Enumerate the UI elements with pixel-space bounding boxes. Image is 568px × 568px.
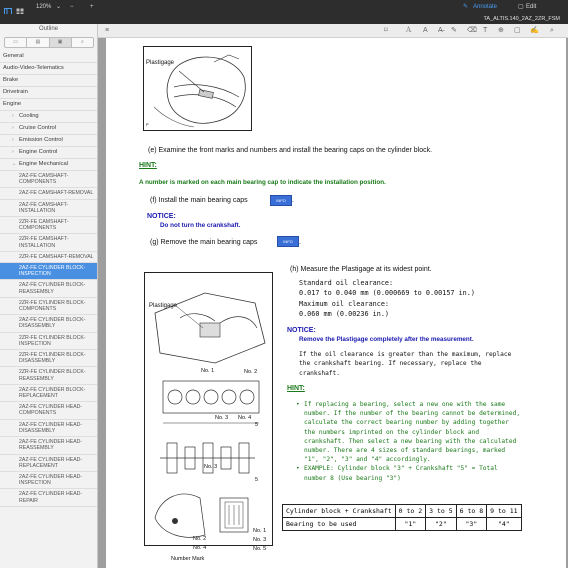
table-cell: 6 to 8 xyxy=(456,505,486,518)
label-no1: No. 1 xyxy=(201,368,215,374)
table-cell: 9 to 11 xyxy=(487,505,521,518)
sidebar-item[interactable] xyxy=(0,217,97,234)
sidebar-item[interactable] xyxy=(0,315,97,332)
sidebar-item-label: Engine xyxy=(3,101,22,107)
table-cell: "2" xyxy=(426,518,456,531)
label-no4: No. 4 xyxy=(238,415,252,421)
sidebar-item[interactable] xyxy=(0,489,97,506)
sidebar-item[interactable] xyxy=(0,123,97,135)
outline-sidebar xyxy=(0,24,98,568)
sidebar-tabs xyxy=(4,37,94,48)
notice-label-1: NOTICE: xyxy=(147,213,176,220)
hint-line: crankshaft. Then select a new bearing with the calculated xyxy=(304,437,517,445)
notice-text-2: Remove the Plastigage completely after the measurement. xyxy=(299,336,474,343)
sidebar-item[interactable] xyxy=(0,298,97,315)
sidebar-item[interactable] xyxy=(0,280,97,297)
sidebar-item-label: Emission Control xyxy=(19,137,63,143)
sidebar-item[interactable] xyxy=(0,263,97,280)
table-cell: 3 to 5 xyxy=(426,505,456,518)
sidebar-item-label: 2AZ-FE CYLINDER HEAD-REPAIR xyxy=(19,491,83,504)
sidebar-item-label: 2AZ-FE CYLINDER BLOCK-INSPECTION xyxy=(19,265,86,278)
sidebar-item[interactable] xyxy=(0,135,97,147)
note-icon[interactable]: ▢ xyxy=(514,27,521,34)
hint-line: number. There are 4 sizes of standard bearings, marked xyxy=(304,447,506,455)
eraser-icon[interactable]: ⌫ xyxy=(467,27,477,34)
sidebar-item-label: 2AZ-FE CYLINDER HEAD-REASSEMBLY xyxy=(19,439,83,452)
bearing-cap-figure xyxy=(144,272,273,562)
hint-line: "1", "2", "3" and "4" accordingly. xyxy=(304,456,431,464)
label-5-2: 5 xyxy=(255,477,259,483)
sidebar-item[interactable] xyxy=(0,252,97,263)
sidebar-toggle-icon[interactable] xyxy=(4,3,12,11)
figure-label-plastigage: Plastigage xyxy=(146,60,175,66)
chevron-right-icon[interactable]: › xyxy=(12,137,14,143)
zoom-out-icon[interactable]: − xyxy=(70,4,74,10)
notice-text-1: Do not turn the crankshaft. xyxy=(160,222,241,229)
hint-line: number. If the number of the bearing cannot be determined, xyxy=(304,410,521,418)
label-no2-bottom: No. 2 xyxy=(193,536,207,542)
hint-bullet-list xyxy=(296,400,520,483)
sidebar-item-label: General xyxy=(3,53,24,59)
tab-annotations[interactable]: ▣ xyxy=(50,38,72,47)
sidebar-item-label: 2AZ-FE CYLINDER BLOCK-DISASSEMBLY xyxy=(19,317,86,330)
sidebar-item-label: 2AZ-FE CYLINDER HEAD-REPLACEMENT xyxy=(19,456,83,469)
hint-line: number 8 (Use bearing "3") xyxy=(304,474,401,482)
cylinder-block-illustration xyxy=(145,273,272,545)
table-cell: "1" xyxy=(395,518,425,531)
sidebar-item[interactable] xyxy=(0,200,97,217)
edit-button[interactable]: Edit xyxy=(526,4,537,10)
label-no3: No. 3 xyxy=(215,415,229,421)
chevron-right-icon[interactable]: › xyxy=(12,113,14,119)
pdf-page xyxy=(106,38,566,568)
sidebar-item[interactable] xyxy=(0,367,97,384)
sidebar-item[interactable] xyxy=(0,99,97,111)
hint-line: calculate the correct bearing number by adding together xyxy=(304,419,509,427)
sidebar-item-label: 2AZ-FE CYLINDER HEAD-DISASSEMBLY xyxy=(19,421,83,434)
strikeout-icon[interactable]: A̶ xyxy=(438,27,443,34)
sidebar-item-label: 2ZR-FE CYLINDER BLOCK-COMPONENTS xyxy=(19,299,86,313)
table-cell: "3" xyxy=(456,518,486,531)
label-no5-bottom: No. 5 xyxy=(253,546,267,552)
sidebar-item-label: Cooling xyxy=(19,113,39,119)
info-button-f[interactable]: INFO xyxy=(270,195,292,206)
sidebar-item-label: 2ZR-FE CYLINDER BLOCK-INSPECTION xyxy=(19,334,86,347)
figure-label-plastigage-2: Plastigage xyxy=(149,303,178,309)
tab-outline[interactable]: ▤ xyxy=(27,38,49,47)
annotate-button[interactable]: Annotate xyxy=(473,4,498,10)
oil-clearance-para-1: If the oil clearance is greater than the maximum, replace xyxy=(299,351,512,358)
sidebar-item-label: 2AZ-FE CAMSHAFT-INSTALLATION xyxy=(19,201,69,214)
table-cell: Cylinder block + Crankshaft xyxy=(283,505,396,518)
sidebar-item[interactable] xyxy=(0,455,97,472)
tab-thumbnails[interactable]: ▭ xyxy=(5,38,27,47)
sidebar-item-label: 2AZ-FE CYLINDER HEAD-INSPECTION xyxy=(19,473,83,487)
sidebar-item[interactable] xyxy=(0,159,97,171)
annotation-toolbar xyxy=(98,24,568,38)
window-toolbar xyxy=(0,0,568,15)
hint-line: • If replacing a bearing, select a new one with the same xyxy=(304,401,506,408)
label-no3-bottom: No. 3 xyxy=(253,537,267,543)
sidebar-item[interactable] xyxy=(0,51,97,63)
sidebar-item[interactable] xyxy=(0,437,97,454)
sidebar-item[interactable] xyxy=(0,147,97,159)
period-f: . xyxy=(292,197,294,204)
oil-clearance-para-2: the crankshaft bearing. If necessary, replace the xyxy=(299,360,482,367)
sidebar-item[interactable] xyxy=(0,111,97,123)
sidebar-item[interactable] xyxy=(0,234,97,251)
step-h-text: (h) Measure the Plastigage at its widest point. xyxy=(290,266,432,273)
label-number-mark: Number Mark xyxy=(171,556,205,562)
hint-line: the numbers imprinted on the cylinder block and xyxy=(304,428,480,436)
sidebar-item-label: 2ZR-FE CAMSHAFT-COMPONENTS xyxy=(19,219,69,232)
standard-clearance-title: Standard oil clearance: xyxy=(299,279,394,287)
sidebar-item[interactable] xyxy=(0,385,97,402)
table-row xyxy=(283,518,522,531)
sidebar-item-label: 2AZ-FE CYLINDER HEAD-COMPONENTS xyxy=(19,404,83,417)
hint-label-2: HINT: xyxy=(287,385,305,392)
chevron-down-icon[interactable]: ⌄ xyxy=(56,4,62,10)
label-no3-2: No. 3 xyxy=(204,464,218,470)
sidebar-item-label: 2AZ-FE CYLINDER BLOCK-REPLACEMENT xyxy=(19,386,86,400)
sidebar-item[interactable] xyxy=(0,63,97,75)
signature-icon[interactable]: ✍ xyxy=(530,27,539,34)
sidebar-item-label: 2ZR-FE CAMSHAFT-REMOVAL xyxy=(19,253,94,260)
sidebar-item-label: 2ZR-FE CYLINDER BLOCK-REASSEMBLY xyxy=(19,369,86,382)
oil-clearance-para-3: crankshaft. xyxy=(299,370,340,377)
sidebar-item-label: 2AZ-FE CAMSHAFT-COMPONENTS xyxy=(19,173,69,186)
outline-list xyxy=(0,51,97,507)
maximum-clearance-value: 0.060 mm (0.00236 in.) xyxy=(299,310,390,318)
sidebar-item-label: 2AZ-FE CAMSHAFT-REMOVAL xyxy=(19,190,94,197)
standard-clearance-value: 0.017 to 0.040 mm (0.000669 to 0.00157 in.) xyxy=(299,289,475,297)
sidebar-item[interactable] xyxy=(0,75,97,87)
sidebar-title: Outline xyxy=(38,26,58,32)
pen-icon[interactable]: ✎ xyxy=(451,27,457,34)
sidebar-item[interactable] xyxy=(0,420,97,437)
text-icon[interactable]: T xyxy=(483,27,488,34)
period-g: . xyxy=(299,239,301,246)
document-title: TA_ALTIS.140_2AZ_2ZR_FSM xyxy=(483,16,560,22)
underline-icon[interactable]: A xyxy=(423,27,428,34)
chevron-right-icon[interactable]: › xyxy=(12,125,14,131)
info-button-g[interactable]: INFO xyxy=(277,236,299,247)
pencil-icon[interactable]: ✎ xyxy=(463,4,469,10)
zoom-in-icon[interactable]: + xyxy=(90,4,94,10)
hint-label-1: HINT: xyxy=(139,162,157,169)
hint-bullet-2 xyxy=(296,464,520,482)
document-view[interactable] xyxy=(98,38,568,568)
plastigage-figure xyxy=(143,46,252,131)
step-g-text: (g) Remove the main bearing caps xyxy=(150,239,258,246)
zoom-level[interactable]: 120% xyxy=(36,4,52,10)
sidebar-item-label: Cruise Control xyxy=(19,125,57,131)
table-cell: "4" xyxy=(487,518,521,531)
sidebar-item-label: Engine Mechanical xyxy=(19,161,68,167)
sidebar-item[interactable] xyxy=(0,188,97,199)
sidebar-item-label: Brake xyxy=(3,77,19,83)
sidebar-item[interactable] xyxy=(0,402,97,419)
sidebar-item-label: 2AZ-FE CYLINDER BLOCK-REASSEMBLY xyxy=(19,282,86,295)
maximum-clearance-title: Maximum oil clearance: xyxy=(299,300,390,308)
table-cell: Bearing to be used xyxy=(283,518,396,531)
label-5: 5 xyxy=(255,422,259,428)
label-no4-bottom: No. 4 xyxy=(193,545,207,551)
grid-view-icon[interactable] xyxy=(16,3,24,11)
sidebar-item[interactable] xyxy=(0,350,97,367)
search-icon[interactable]: ⌕ xyxy=(550,27,554,34)
sidebar-item-label: Audio-Video-Telematics xyxy=(3,65,64,71)
step-f-text: (f) Install the main bearing caps xyxy=(150,197,248,204)
sidebar-item[interactable] xyxy=(0,333,97,350)
notice-label-2: NOTICE: xyxy=(287,327,316,334)
figure-marker: P xyxy=(146,122,149,127)
tab-bookmarks[interactable]: ⌕ xyxy=(80,39,84,45)
sidebar-item-label: Drivetrain xyxy=(3,89,28,95)
table-row xyxy=(283,505,522,518)
hint-bullet-1 xyxy=(296,400,520,464)
bookmark-icon[interactable]: ⌑ xyxy=(384,27,388,34)
sidebar-item-label: 2ZR-FE CYLINDER BLOCK-DISASSEMBLY xyxy=(19,352,86,365)
hint-line: • EXAMPLE: Cylinder block "3" + Crankshaft "5" = Total xyxy=(304,465,498,473)
table-cell: 0 to 2 xyxy=(395,505,425,518)
stamp-icon[interactable]: ⊕ xyxy=(498,27,504,34)
sidebar-item[interactable] xyxy=(0,171,97,188)
step-e-text: (e) Examine the front marks and numbers and install the bearing caps on the cylinder block. xyxy=(148,147,433,154)
chevron-right-icon[interactable]: › xyxy=(12,149,14,155)
highlight-icon[interactable]: Ａ xyxy=(405,27,412,34)
label-no2: No. 2 xyxy=(244,369,258,375)
label-no1-bottom: No. 1 xyxy=(253,528,267,534)
sidebar-item[interactable] xyxy=(0,472,97,489)
bearing-selection-table xyxy=(282,504,522,531)
list-icon[interactable]: ≡ xyxy=(105,27,110,34)
sidebar-item[interactable] xyxy=(0,87,97,99)
chevron-down-icon[interactable]: ⌄ xyxy=(12,161,17,167)
sidebar-item-label: 2ZR-FE CAMSHAFT-INSTALLATION xyxy=(19,236,69,249)
hint-text-1: A number is marked on each main bearing cap to indicate the installation position. xyxy=(139,179,386,186)
edit-icon[interactable]: ▢ xyxy=(518,4,524,10)
sidebar-item-label: Engine Control xyxy=(19,149,58,155)
